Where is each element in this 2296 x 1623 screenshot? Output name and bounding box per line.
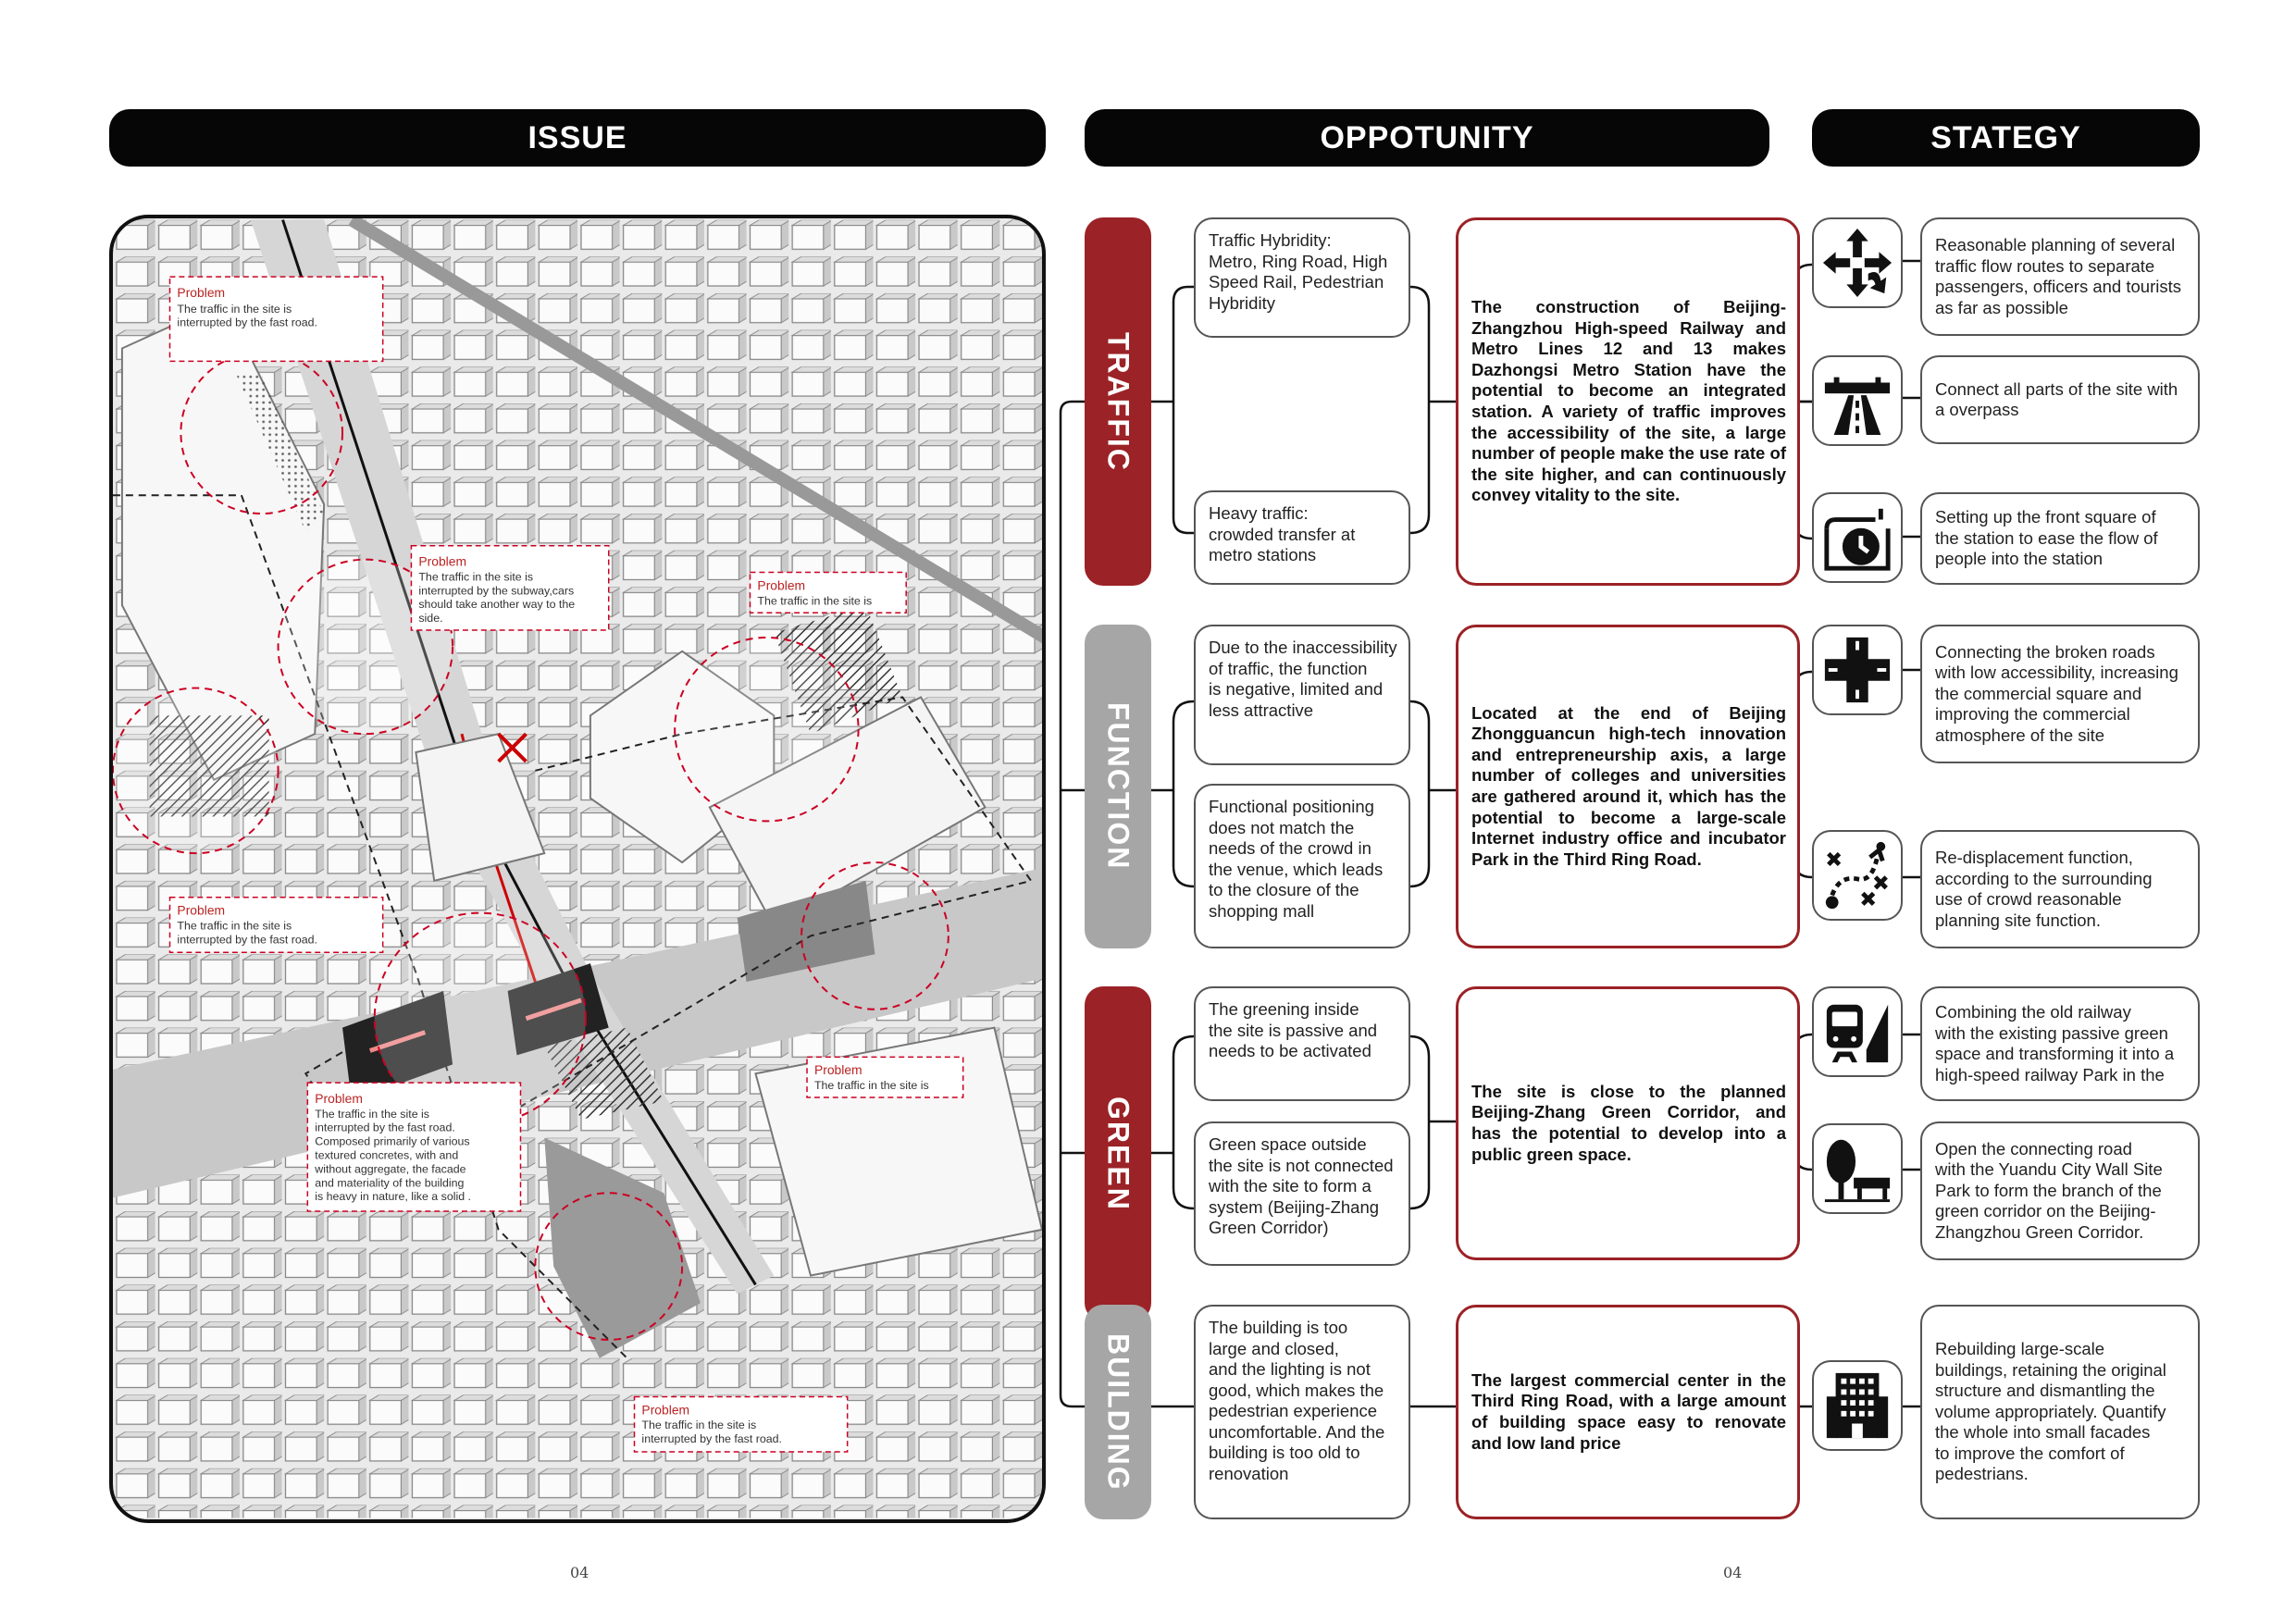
strategy-line: the commercial square and: [1935, 683, 2142, 703]
strategy-header: STATEGY: [1812, 109, 2200, 167]
category-green: [1085, 986, 1151, 1321]
category-building: [1085, 1305, 1151, 1519]
strategy-line: Reasonable planning of several: [1935, 235, 2176, 254]
strategy-line: according to the surrounding: [1935, 868, 2153, 888]
strategy-line: passengers, officers and tourists: [1935, 277, 2181, 296]
issue-line: The building is too: [1209, 1318, 1348, 1337]
issue-line: needs of the crowd in: [1209, 838, 1371, 858]
problem-text: The traffic in the site is: [177, 302, 292, 316]
strategy-line: to improve the comfort of: [1935, 1443, 2125, 1463]
problem-title: Problem: [418, 553, 467, 569]
category-traffic: [1085, 217, 1151, 586]
directional-arrows-icon: [1812, 217, 1903, 308]
problem-text: interrupted by the fast road.: [177, 316, 317, 329]
highway-icon: [1812, 355, 1903, 446]
problem-title: Problem: [757, 577, 806, 593]
issue-line: renovation: [1209, 1463, 1289, 1483]
strategy-line: Re-displacement function,: [1935, 848, 2133, 867]
issue-line: Speed Rail, Pedestrian: [1209, 272, 1384, 291]
issue-line: is negative, limited and: [1209, 679, 1384, 699]
problem-label-7: [635, 1396, 848, 1452]
category-function-label: FUNCTION: [1101, 702, 1136, 871]
strategy-line: with the existing passive green: [1935, 1022, 2168, 1043]
issue-line: Heavy traffic:: [1209, 503, 1309, 523]
problem-text: The traffic in the site is: [641, 1419, 757, 1432]
issue-line: the venue, which leads: [1209, 859, 1384, 879]
opportunity-header: OPPOTUNITY: [1085, 109, 1769, 167]
site-axonometric-map: [109, 215, 1046, 1523]
category-building-label: BUILDING: [1101, 1332, 1136, 1492]
strategy-line: planning site function.: [1935, 910, 2101, 930]
problem-title: Problem: [813, 1062, 863, 1078]
problem-label-5: [807, 1057, 963, 1097]
strategy-line: Connect all parts of the site with: [1935, 378, 2178, 399]
issue-line: the site is passive and: [1209, 1020, 1378, 1040]
strategy-line: Zhangzhou Green Corridor.: [1935, 1221, 2144, 1242]
issue-building-large: [1194, 1305, 1410, 1519]
issue-line: Green space outside: [1209, 1134, 1367, 1154]
strategy-line: Rebuilding large-scale: [1935, 1339, 2105, 1359]
strategy-line: volume appropriately. Quantify: [1935, 1401, 2166, 1421]
problem-label-1: [170, 277, 383, 361]
issue-line: to the closure of the: [1209, 880, 1359, 899]
category-traffic-label: TRAFFIC: [1101, 331, 1136, 472]
issue-line: the site is not connected: [1209, 1155, 1394, 1175]
office-building-icon: [1812, 1360, 1903, 1451]
issue-line: Functional positioning: [1209, 797, 1374, 816]
page-number-left: 04: [570, 1564, 590, 1581]
strategy-line: Connecting the broken roads: [1935, 641, 2155, 662]
issue-line: Traffic Hybridity:: [1209, 230, 1332, 250]
strategy-front-square: [1920, 492, 2200, 585]
issue-traffic-hybridity: [1194, 217, 1410, 338]
issue-line: less attractive: [1209, 700, 1314, 720]
problem-text: interrupted by the fast road.: [177, 933, 317, 947]
tree-bench-icon: [1812, 1123, 1903, 1214]
strategy-railway-park: [1920, 986, 2200, 1101]
strategy-overpass: [1920, 355, 2200, 444]
strategy-line: with low accessibility, increasing: [1935, 663, 2178, 683]
problem-label-3: [751, 573, 907, 613]
problem-title: Problem: [177, 284, 226, 300]
problem-text: The traffic in the site is: [813, 1079, 929, 1093]
issue-header: ISSUE: [109, 109, 1046, 167]
opportunity-green-text: The site is close to the planned Beijing-Zhang Green Corridor, and has the potential to develop into a public green space.: [1471, 1081, 1786, 1164]
strategy-traffic-routes: [1920, 217, 2200, 336]
strategy-line: the whole into small facades: [1935, 1422, 2151, 1443]
strategy-city-wall-park: [1920, 1121, 2200, 1260]
issue-line: pedestrian experience: [1209, 1401, 1378, 1420]
strategy-plan-icon: [1812, 830, 1903, 921]
opportunity-building-text: The largest commercial center in the Third Ring Road, with a large amount of building space easy to renovate and low land price: [1471, 1369, 1786, 1453]
problem-title: Problem: [641, 1402, 690, 1418]
issue-line: Metro, Ring Road, High: [1209, 251, 1388, 271]
opportunity-building: [1456, 1305, 1800, 1519]
strategy-line: with the Yuandu City Wall Site: [1935, 1159, 2163, 1180]
problem-text: should take another way to the: [418, 598, 576, 612]
spine-line: [1061, 402, 1085, 1406]
strategy-line: improving the commercial: [1935, 704, 2130, 725]
strategy-line: structure and dismantling the: [1935, 1381, 2155, 1401]
issue-greening-passive: [1194, 986, 1410, 1101]
strategy-line: buildings, retaining the original: [1935, 1359, 2166, 1380]
category-green-label: GREEN: [1101, 1096, 1136, 1211]
strategy-line: as far as possible: [1935, 297, 2068, 317]
strategy-line: the station to ease the flow of: [1935, 527, 2158, 548]
issue-heavy-traffic: [1194, 490, 1410, 585]
issue-green-space-outside: [1194, 1121, 1410, 1266]
issue-line: The greening inside: [1209, 999, 1359, 1019]
issue-line: crowded transfer at: [1209, 524, 1356, 544]
strategy-line: green corridor on the Beijing-: [1935, 1201, 2156, 1221]
problem-text: side.: [418, 612, 443, 626]
problem-text: without aggregate, the facade: [315, 1162, 466, 1176]
problem-text: Composed primarily of various: [315, 1134, 470, 1148]
strategy-line: use of crowd reasonable: [1935, 889, 2122, 909]
issue-line: metro stations: [1209, 545, 1317, 564]
strategy-line: Open the connecting road: [1935, 1138, 2132, 1158]
issue-line: does not match the: [1209, 817, 1355, 837]
strategy-line: Park to form the branch of the: [1935, 1180, 2162, 1200]
problem-text: interrupted by the fast road.: [641, 1432, 782, 1446]
problem-label-2: [411, 546, 608, 630]
issue-line: large and closed,: [1209, 1338, 1339, 1358]
category-function: [1085, 625, 1151, 948]
strategy-line: traffic flow routes to separate: [1935, 255, 2155, 276]
strategy-line: high-speed railway Park in the: [1935, 1064, 2165, 1084]
issue-line: Due to the inaccessibility: [1209, 638, 1397, 657]
problem-text: textured concretes, with and: [315, 1148, 459, 1162]
problem-text: The traffic in the site is: [418, 570, 534, 584]
problem-text: The traffic in the site is: [315, 1107, 429, 1121]
issue-line: uncomfortable. And the: [1209, 1421, 1385, 1442]
opportunity-function-text: Located at the end of Beijing Zhongguancun high-tech innovation and entrepreneurship axis, a large number of colleges and universities are gathered around it, which has the potential to become a large-scale Internet industry office and incubator Park in the Third Ring Road.: [1471, 702, 1786, 869]
train-icon: [1812, 986, 1903, 1077]
strategy-line: people into the station: [1935, 549, 2104, 569]
strategy-line: a overpass: [1935, 400, 2019, 419]
strategy-line: Setting up the front square of: [1935, 507, 2156, 527]
problem-text: The traffic in the site is: [757, 594, 873, 608]
problem-text: is heavy in nature, like a solid .: [315, 1190, 472, 1204]
crossroad-icon: [1812, 625, 1903, 715]
issue-line: system (Beijing-Zhang: [1209, 1196, 1380, 1217]
station-clock-icon: [1812, 492, 1903, 583]
strategy-line: pedestrians.: [1935, 1464, 2029, 1484]
issue-line: and the lighting is not: [1209, 1359, 1371, 1379]
issue-functional-positioning: [1194, 784, 1410, 948]
problem-label-6: [307, 1083, 520, 1211]
problem-label-4: [170, 898, 383, 953]
problem-text: The traffic in the site is: [177, 919, 292, 933]
opportunity-green: [1456, 986, 1800, 1260]
problem-text: interrupted by the subway,cars: [418, 584, 575, 598]
issue-line: shopping mall: [1209, 900, 1315, 921]
focus-circle-4: [675, 638, 858, 821]
strategy-line: space and transforming it into a: [1935, 1044, 2175, 1063]
issue-line: Green Corridor): [1209, 1218, 1329, 1237]
opportunity-function: [1456, 625, 1800, 948]
focus-circle-3: [113, 688, 279, 854]
problem-title: Problem: [315, 1090, 363, 1106]
strategy-line: Combining the old railway: [1935, 1002, 2131, 1022]
problem-text: interrupted by the fast road.: [315, 1121, 455, 1134]
opportunity-traffic-text: The construction of Beijing-Zhangzhou High-speed Railway and Metro Lines 12 and 13 makes Dazhongsi Metro Station have the potential to become an integrated station. A variety of traffic improves the accessibility of the site, a large number of people make the use rate of the site higher, and can continuously convey vitality to the site.: [1471, 297, 1786, 505]
issue-line: building is too old to: [1209, 1443, 1360, 1462]
problem-text: and materiality of the building: [315, 1176, 465, 1190]
issue-line: Hybridity: [1209, 292, 1275, 313]
strategy-connect-roads: [1920, 625, 2200, 763]
issue-line: of traffic, the function: [1209, 658, 1368, 678]
strategy-line: atmosphere of the site: [1935, 725, 2105, 745]
strategy-rebuilding: [1920, 1305, 2200, 1519]
opportunity-traffic: [1456, 217, 1800, 586]
strategy-re-displacement: [1920, 830, 2200, 948]
issue-line: good, which makes the: [1209, 1380, 1384, 1400]
page-number-right: 04: [1723, 1564, 1743, 1581]
issue-line: with the site to form a: [1209, 1176, 1371, 1196]
issue-line: needs to be activated: [1209, 1041, 1371, 1060]
problem-title: Problem: [177, 902, 226, 918]
issue-function-inaccessibility: [1194, 625, 1410, 765]
